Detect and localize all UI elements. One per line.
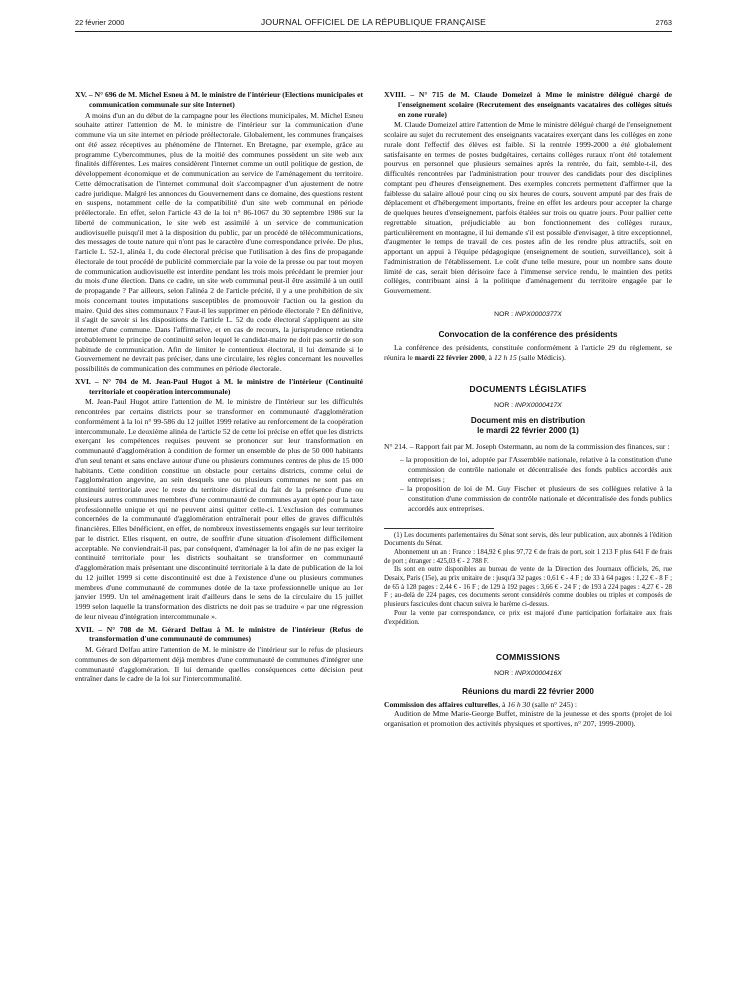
nor-prefix: NOR : — [494, 310, 514, 318]
nor-reference — [384, 310, 672, 320]
question-heading: XV. – N° 696 de M. Michel Esneu à M. le ministre de l'intérieur (Elections municipales et communication communale sur site Internet) — [75, 90, 363, 109]
commission-room: (salle n° 245) : — [530, 699, 578, 709]
distribution-title-line1: Document mis en distribution — [470, 416, 586, 426]
convocation-date: mardi 22 février 2000 — [414, 353, 485, 362]
commission-sep: , à — [498, 699, 508, 709]
nor-code: INPX0000377X — [514, 310, 562, 318]
question-704 — [75, 377, 363, 622]
header-page-number: 2763 — [655, 18, 672, 27]
convocation-title: Convocation de la conférence des présidents — [438, 328, 618, 339]
commission-time: 16 h 30 — [507, 699, 531, 709]
nor-prefix: NOR : — [494, 669, 514, 677]
convocation-text-b: , à — [484, 353, 494, 362]
question-text: M. Jean-Paul Hugot attire l'attention de M. le ministre de l'intérieur sur les difficultés rencontrées par certains districts pour se transformer en communauté d'agglomération conformément à la loi n° 99-586 du 12 juillet 1999 relative au renforcement de la coopération intercommunale. Le deuxième alinéa de l'article 52 de cette loi précise en effet que les districts exerçant les compétences requises peuvent se prononcer sur leur transformation en communauté d'agglomération à condition de former un ensemble de plus de 50 000 habitants d'un seul tenant et sans enclave autour d'une ou plusieurs communes centres de plus de 15 000 habitants. Cette condition constitue un obstacle pour certains districts, comme celui de l'agglomération angevine, au sein desquels une ou plusieurs communes ne sont pas en continuité territoriale avec le reste du territoire districal du fait de la présence d'une ou plusieurs autres communes membres d'une communauté de communes ayant opté pour la taxe professionnelle unique et qui ne peuvent ainsi quitter celle-ci. L'exclusion des communes concernées de la communauté d'agglomération entraînerait pour elles de graves difficultés financières. Elles bénéficient, en effet, de nombreux investissements engagés sur leur territoire par le district. Elles risquent, en outre, de souffrir d'une situation d'isolement difficilement acceptable. Ne conviendrait-il pas, par conséquent, d'aménager la loi afin de ne pas exiger la continuité territoriale pour les districts souhaitant se transformer en communauté d'agglomération mais présentant une discontinuité territoriale à la date de publication de la loi du 12 juillet 1999 si cette discontinuité est due à l'existence d'une ou plusieurs communes membres d'une communauté de communes dotée de la taxe professionnelle unique au 1er janvier 1999. Un tel aménagement irait d'ailleurs dans le sens de la circulaire du 15 juillet 1999 selon laquelle la transformation des districts ne doit pas se traduire « par une régression de leur niveau d'intégration intercommunale ». — [75, 397, 363, 621]
convocation-text-a: La conférence des présidents, constituée conformément à l'article 29 du règlement, se réunira le — [384, 343, 672, 362]
commission-name: Commission des affaires culturelles — [384, 699, 499, 709]
convocation-text-c: (salle Médicis). — [516, 353, 566, 362]
left-column — [75, 90, 363, 687]
nor-reference — [384, 401, 672, 411]
report-item: – la proposition de loi de M. Guy Fischer et plusieurs de ses collègues relative à la constitution d'une commission de contrôle nationale et décentralisée des fonds publics accordés aux entreprises. — [400, 484, 672, 513]
commission-line — [384, 700, 672, 710]
question-696 — [75, 90, 363, 374]
report-item: – la proposition de loi, adoptée par l'Assemblée nationale, relative à la constitution d'une commission de contrôle nationale et décentralisée des fonds publics accordés aux entreprises ; — [400, 455, 672, 484]
documents-legislatifs-title: DOCUMENTS LÉGISLATIFS — [469, 383, 587, 394]
footnote: Ils sont en outre disponibles au bureau de vente de la Direction des Journaux officiels, 26, rue Desaix, Paris (15e), au prix unitaire de : jusqu'à 32 pages : 0,61 € - 4 F ; de 33 à 64 pages : 1,22 € - 8 F ; de 65 à 128 pages : 2,44 € - 16 F ; de 129 à 192 pages : 3,66 € - 24 F ; de 193 à 224 pages : 4,27 € - 28 F ; au-delà de 224 pages, ces documents seront considérés comme doubles ou triples et composés de plusieurs fascicules dont chacun suivra le barème ci-dessus. — [384, 566, 672, 609]
header-title: JOURNAL OFFICIEL DE LA RÉPUBLIQUE FRANÇAISE — [260, 17, 487, 27]
nor-code: INPX0000417X — [514, 401, 562, 409]
question-text: A moins d'un an du début de la campagne pour les élections municipales, M. Michel Esneu souhaite attirer l'attention de M. le ministre de l'intérieur sur la communication d'une commune via un site internet en période préélectorale. Globalement, les communes françaises ont été assez réceptives au phénomène de l'Internet. En Bretagne, par exemple, grâce au programme Cybercommunes, plus de la moitié des communes possèdent un site web aux finalités différentes. Les maires considèrent l'internet comme un outil politique de gestion, de développement économique et de communication au service de l'aménagement du territoire. Cette démocratisation de l'internet communal doit s'accompagner d'un ajustement de notre cadre juridique. Malgré les annonces du Gouvernement dans ce domaine, des questions restent en suspens, notamment celle de la compatibilité d'un site web communal en période préélectorale. En effet, selon l'article 43 de la loi n° 86-1067 du 30 septembre 1986 sur la liberté de communication, le site web est assimilé à un service de communication audiovisuelle puisqu'il met à la disposition du public, par un procédé de télécommunications, des messages de toute nature qui n'ont pas le caractère d'une correspondance privée. De plus, l'article L. 52-1, alinéa 1, du code électoral précise que l'utilisation à des fins de propagande électorale de tout procédé de publicité commerciale par la voie de la presse ou par tout moyen de communication audiovisuelle est interdite pendant les trois mois précédant le premier jour du mois d'une élection. Dans ce cadre, un site web communal peut-il être assimilé à un outil de propagande ? Par ailleurs, selon l'alinéa 2 de l'article précité, il y a une prohibition de six mois concernant toutes imputations susceptibles de promouvoir l'action ou la gestion du maire. Quid des sites communaux ? Faut-il les supprimer en période électorale ? En définitive, il s'agit de savoir si les dispositions de l'article L. 52 du code électoral s'appliquent au site internet d'une commune. Dans l'affirmative, et en cas de recours, la jurisprudence retiendra probablement le principe de continuité selon lequel le candidat-maire ne doit pas sortir de son habitude de communication. Afin de limiter le contentieux électoral, il lui demande si le Gouvernement ne devrait pas préciser, dans une circulaire, les règles concernant les nouvelles possibilités de communication des communes en période électorale. — [75, 110, 363, 373]
header-rule — [75, 31, 672, 32]
report-intro: N° 214. – Rapport fait par M. Joseph Ostermann, au nom de la commission des finances, sur : — [384, 442, 670, 452]
page-header — [75, 15, 672, 29]
question-heading: XVI. – N° 704 de M. Jean-Paul Hugot à M. le ministre de l'intérieur (Continuité territoriale et coopération intercommunale) — [75, 376, 363, 396]
commissions-title: COMMISSIONS — [495, 652, 561, 663]
meetings-title: Réunions du mardi 22 février 2000 — [462, 686, 594, 696]
nor-prefix: NOR : — [494, 401, 514, 409]
question-708 — [75, 625, 363, 685]
footnote-rule — [384, 528, 494, 529]
question-text: M. Claude Domeizel attire l'attention de Mme le ministre délégué chargé de l'enseignement scolaire au sujet du recrutement des enseignants vacataires exerçant dans les collèges en zone rurale dont l'effectif des élèves est faible. Si la rentrée 1999-2000 a été globalement satisfaisante en termes de postes budgétaires, certains collèges ruraux n'ont été totalement pourvus en personnel que plusieurs semaines après la rentrée, du fait, semble-t-il, des difficultés rencontrées par l'administration pour trouver des candidats pour des disciplines comptant peu d'heures d'enseignement. Des exemples concrets permettent d'affirmer que la faiblesse du salaire alloué pour cinq ou six heures de cours, souvent amputé par des frais de déplacement et d'hébergement importants, freine en effet les ardeurs pour accepter la charge de quelques heures d'enseignement, parfois étalées sur trois ou quatre jours. Pour pallier cette regrettable situation, préjudiciable au bon fonctionnement des collèges ruraux, particulièrement en montagne, il lui demande s'il est possible d'envisager, à titre exceptionnel, d'augmenter le temps de travail de ces postes afin de les rendre plus attractifs, soit en apportant un appui à l'équipe pédagogique (enseignement de soutien, surveillance), soit à l'administration de l'établissement. Le coût d'une telle mesure, pour un nombre sans doute limité de cas, serait bien dérisoire face à l'immense service rendu, le maintien des petits collèges, contribuant ainsi à la politique d'aménagement du territoire engagée par le Gouvernement. — [384, 120, 672, 295]
footnote: (1) Les documents parlementaires du Sénat sont servis, dès leur publication, aux abonnés à l'édition Documents du Sénat. — [384, 531, 672, 548]
footnote: Abonnement un an : France : 184,92 € plus 97,72 € de frais de port, soit 1 213 F plus 641 F de frais de port ; étranger : 425,03 € - 2 788 F. — [384, 548, 672, 565]
distribution-title-line2: le mardi 22 février 2000 (1) — [477, 426, 579, 436]
question-text: M. Gérard Delfau attire l'attention de M. le ministre de l'intérieur sur le refus de plusieurs communes de son département déjà membres d'une communauté de communes d'intégrer une communauté d'agglomération. Il lui demande quelles conséquences cette décision peut entraîner dans le cadre de la loi sur l'intercommunalité. — [75, 645, 363, 684]
convocation-text — [384, 343, 672, 363]
header-date: 22 février 2000 — [75, 18, 125, 27]
question-heading: XVIII. – N° 715 de M. Claude Domeizel à Mme le ministre délégué chargé de l'enseignement scolaire (Recrutement des enseignants vacataires des collèges situés en zone rurale) — [384, 90, 672, 119]
right-column — [384, 90, 672, 729]
nor-reference — [384, 669, 672, 679]
nor-code: INPX0000416X — [514, 669, 562, 677]
question-heading: XVII. – N° 708 de M. Gérard Delfau à M. le ministre de l'intérieur (Refus de transformation d'une communauté de communes) — [75, 624, 363, 644]
question-715 — [384, 90, 672, 296]
convocation-time: 12 h 15 — [493, 353, 517, 362]
commission-text: Audition de Mme Marie-George Buffet, ministre de la jeunesse et des sports (projet de loi organisation et promotion des activités physiques et sportives, n° 207, 1999-2000). — [384, 709, 672, 729]
footnote: Pour la vente par correspondance, ce prix est majoré d'une participation forfaitaire aux frais d'expédition. — [384, 609, 672, 626]
